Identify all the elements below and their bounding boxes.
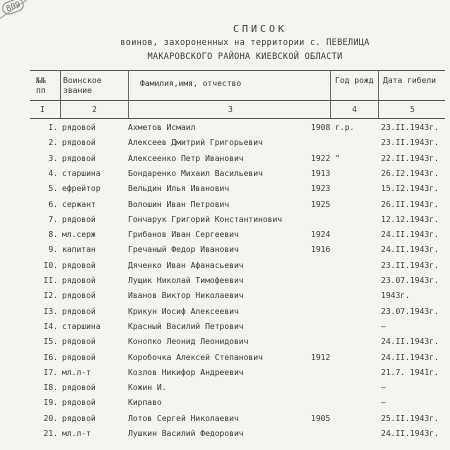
row-number: 5. — [48, 184, 58, 194]
row-rank: рядовой — [62, 214, 96, 224]
row-death-date: 26.II.1943г. — [381, 199, 439, 209]
row-rank: рядовой — [62, 306, 96, 316]
table-row — [0, 305, 450, 318]
row-rank: капитан — [62, 245, 96, 255]
document-title: СПИСОК — [232, 24, 288, 35]
row-death-date: 12.12.1943г. — [381, 214, 439, 224]
row-rank: рядовой — [62, 291, 96, 301]
header-rank: Воинское звание — [63, 76, 102, 95]
row-name: Бондаренко Михаил Васильевич — [128, 168, 263, 178]
row-rank: рядовой — [62, 398, 96, 408]
row-birth-year: 1916 — [311, 245, 331, 255]
row-rank: старшина — [62, 168, 101, 178]
row-death-date: 21.7. 1941г. — [381, 367, 439, 377]
row-death-date: 24.II.1943г. — [381, 230, 439, 240]
row-birth-year: 1908 г.р. — [311, 123, 355, 132]
row-name: Красный Василий Петрович — [128, 321, 244, 331]
table-row — [0, 366, 450, 379]
row-birth-year: 1924 — [311, 230, 331, 240]
row-number: 8. — [48, 230, 58, 240]
row-death-date: 15.I2.1943г. — [381, 184, 439, 194]
row-number: I2. — [43, 291, 58, 301]
table-row — [0, 213, 450, 226]
table-row — [0, 351, 450, 364]
corner-stamp: 809 — [0, 0, 26, 16]
row-birth-year: 1912 — [311, 352, 331, 362]
row-death-date: — — [381, 398, 386, 408]
row-name: Грибанов Иван Сергеевич — [128, 230, 239, 240]
column-number: 5 — [410, 105, 415, 114]
row-death-date: 23.07.1943г. — [381, 306, 439, 316]
row-number: I8. — [43, 383, 58, 393]
row-number: I7. — [43, 367, 58, 377]
table-row — [0, 121, 450, 134]
row-number: II. — [43, 276, 58, 285]
row-death-date: 26.I2.1943г. — [381, 168, 439, 178]
row-number: 2. — [48, 138, 58, 148]
table-row — [0, 167, 450, 180]
row-death-date: 24.II.1943г. — [381, 429, 439, 438]
table-row — [0, 182, 450, 195]
column-number: 4 — [352, 105, 357, 114]
table-numbers-rule — [30, 118, 445, 119]
row-name: Алексеенко Петр Иванович — [128, 153, 244, 163]
row-name: Иванов Виктор Николаевич — [128, 291, 244, 301]
header-death-date: Дата гибели — [383, 76, 436, 85]
row-name: Ахметов Исмаил — [128, 123, 196, 132]
header-number: №№ пп — [36, 76, 46, 95]
document-subtitle-line-1: воинов, захороненных на территории с. ПЕВЕЛИЦА — [120, 38, 370, 48]
row-number: I4. — [43, 321, 58, 331]
table-row — [0, 289, 450, 302]
row-number: 9. — [48, 245, 58, 255]
row-death-date: — — [381, 383, 386, 393]
row-number: I6. — [43, 352, 58, 362]
column-divider — [378, 70, 379, 118]
row-rank: рядовой — [62, 337, 96, 347]
row-name: Волошин Иван Петрович — [128, 199, 230, 209]
document-subtitle-line-2: МАКАРОВСКОГО РАЙОНА КИЕВСКОЙ ОБЛАСТИ — [147, 52, 343, 62]
row-number: 7. — [48, 214, 58, 224]
table-header-rule — [30, 100, 445, 101]
table-row — [0, 198, 450, 211]
row-number: I9. — [43, 398, 58, 408]
row-death-date: 24.II.1943г. — [381, 245, 439, 255]
row-name: Коробочка Алексей Степанович — [128, 352, 263, 362]
row-name: Кожин И. — [128, 383, 167, 393]
row-name: Лушкин Василий Федорович — [128, 429, 244, 438]
table-row — [0, 396, 450, 409]
row-birth-year: 1925 — [311, 199, 331, 209]
row-number: 4. — [48, 168, 58, 178]
row-death-date: 23.07.1943г. — [381, 276, 439, 285]
table-row — [0, 412, 450, 425]
row-name: Крикун Иосиф Алексеевич — [128, 306, 239, 316]
table-row — [0, 136, 450, 149]
column-divider — [330, 70, 331, 118]
row-rank: рядовой — [62, 352, 96, 362]
row-rank: рядовой — [62, 383, 96, 393]
row-name: Лотов Сергей Николаевич — [128, 413, 239, 423]
table-row — [0, 427, 450, 440]
row-rank: рядовой — [62, 138, 96, 148]
row-name: Алексеев Дмитрий Григорьевич — [128, 138, 263, 148]
table-top-rule — [30, 70, 445, 71]
row-number: 6. — [48, 199, 58, 209]
table-row — [0, 243, 450, 256]
table-row — [0, 259, 450, 272]
row-name: Гречаный Федор Иванович — [128, 245, 239, 255]
table-row — [0, 152, 450, 165]
table-row — [0, 335, 450, 348]
table-row — [0, 274, 450, 287]
table-row — [0, 320, 450, 333]
row-birth-year: 1922 " — [311, 153, 340, 163]
header-name: Фамилия,имя, отчество — [140, 79, 242, 88]
row-name: Кирпаво — [128, 398, 162, 408]
row-death-date: — — [381, 321, 386, 331]
column-divider — [60, 70, 61, 118]
row-death-date: 23.II.1943г. — [381, 138, 439, 148]
row-number: 20. — [43, 413, 58, 423]
row-death-date: 22.II.1943г. — [381, 153, 439, 163]
row-rank: мл.л-т — [62, 429, 91, 438]
table-row — [0, 381, 450, 394]
row-rank: рядовой — [62, 123, 96, 132]
row-rank: мл.серж — [62, 230, 96, 240]
row-name: Конопко Леонид Леонидович — [128, 337, 249, 347]
row-death-date: 23.II.1943г. — [381, 123, 439, 132]
row-number: I5. — [43, 337, 58, 347]
column-number: 3 — [228, 105, 233, 114]
row-rank: ефрейтор — [62, 184, 101, 194]
row-name: Козлов Никифор Андреевич — [128, 367, 244, 377]
row-death-date: 24.II.1943г. — [381, 337, 439, 347]
row-rank: старшина — [62, 321, 101, 331]
row-birth-year: 1913 — [311, 168, 331, 178]
column-number: 2 — [92, 105, 97, 114]
row-number: I. — [48, 123, 58, 132]
row-death-date: 23.II.1943г. — [381, 260, 439, 270]
row-rank: рядовой — [62, 153, 96, 163]
row-birth-year: 1905 — [311, 413, 331, 423]
row-name: Лущик Николай Тимофеевич — [128, 276, 244, 285]
row-name: Дяченко Иван Афанасьевич — [128, 260, 244, 270]
column-number: I — [40, 105, 45, 114]
row-death-date: 24.II.1943г. — [381, 352, 439, 362]
row-number: I0. — [43, 260, 58, 270]
row-number: 3. — [48, 153, 58, 163]
header-birth-year: Год рожд — [335, 76, 374, 85]
row-number: 21. — [43, 429, 58, 438]
row-name: Вельдин Илья Иванович — [128, 184, 230, 194]
column-divider — [128, 70, 129, 118]
row-name: Гончарук Григорий Константинович — [128, 214, 283, 224]
row-rank: мл.л-т — [62, 367, 91, 377]
row-birth-year: 1923 — [311, 184, 331, 194]
row-rank: рядовой — [62, 260, 96, 270]
row-rank: рядовой — [62, 276, 96, 285]
row-rank: рядовой — [62, 413, 96, 423]
row-death-date: 25.II.1943г. — [381, 413, 439, 423]
row-number: I3. — [43, 306, 58, 316]
row-death-date: 1943г. — [381, 291, 410, 301]
table-row — [0, 228, 450, 241]
row-rank: сержант — [62, 199, 96, 209]
